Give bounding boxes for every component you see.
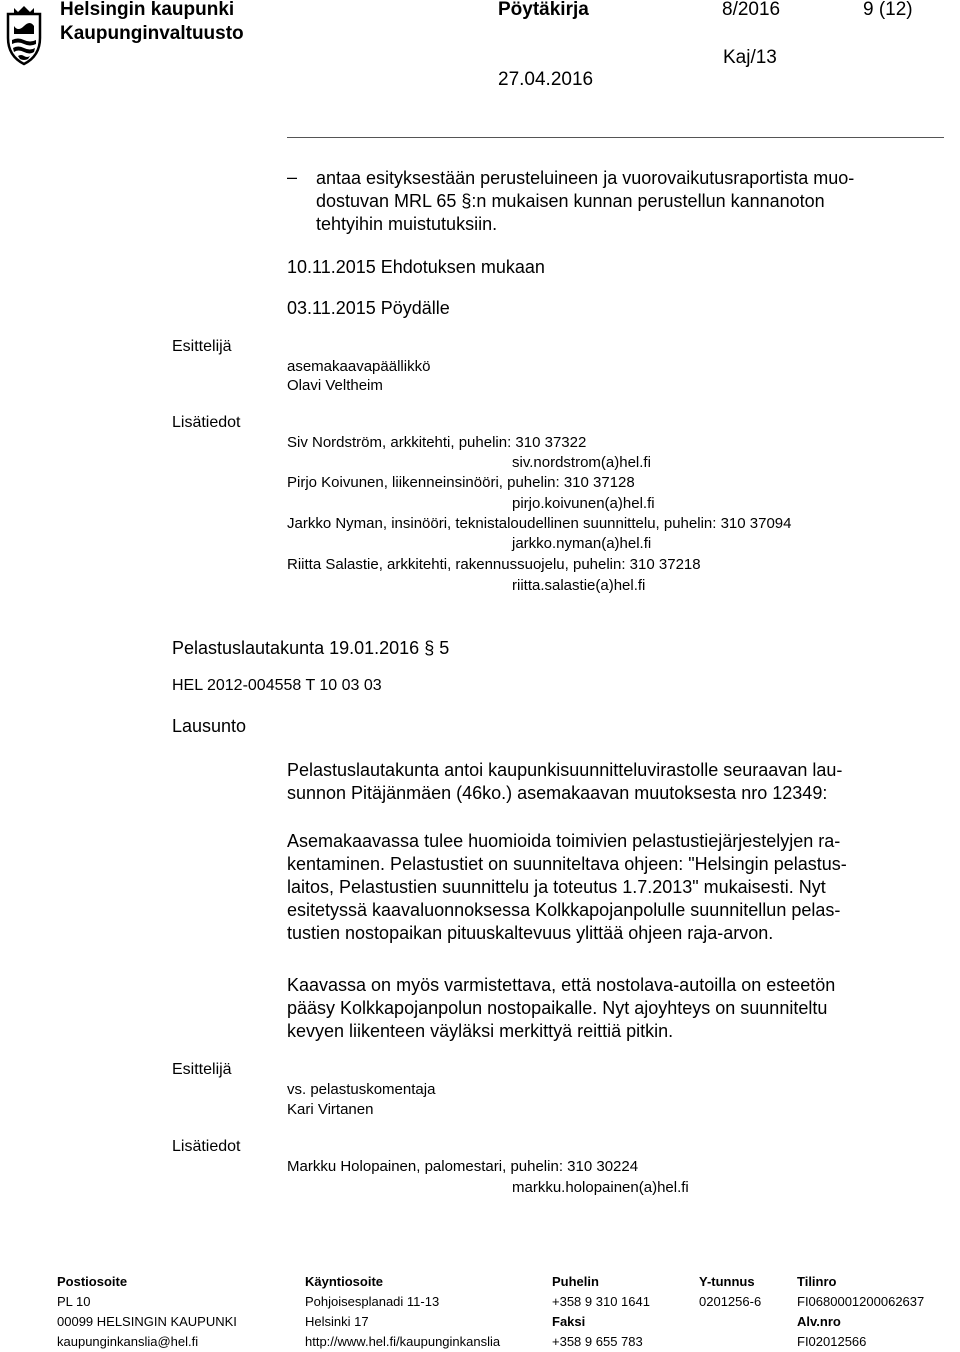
footer-heading: Alv.nro (797, 1314, 841, 1329)
footer-url: http://www.hel.fi/kaupunginkanslia (305, 1334, 501, 1349)
contact-line: Riitta Salastie, arkkitehti, rakennussuojelu, puhelin: 310 37218 (287, 556, 701, 573)
contact-email: riitta.salastie(a)hel.fi (512, 577, 646, 594)
helsinki-coat-of-arms-logo (4, 4, 44, 66)
footer-heading: Postiosoite (57, 1274, 128, 1289)
paragraph-line: tustien nostopaikan pituuskaltevuus ylittää ohjeen raja-arvon. (287, 923, 774, 943)
presenter-name: Kari Virtanen (287, 1101, 374, 1118)
footer-value: Helsinki 17 (305, 1314, 369, 1329)
paragraph-line: sunnon Pitäjänmäen (46ko.) asemakaavan muutoksesta nro 12349: (287, 783, 828, 803)
intro-dash: – (287, 167, 298, 187)
history-entry: 03.11.2015 Pöydälle (287, 298, 450, 318)
section-title: Pelastuslautakunta 19.01.2016 § 5 (172, 638, 450, 658)
footer-heading: Faksi (552, 1314, 586, 1329)
paragraph-line: pääsy Kolkkapojanpolun nostopaikalle. Nyt ajoyhteys on suunniteltu (287, 998, 828, 1018)
paragraph-line: kevyen liikenteen väyläksi merkittyä reittiä pitkin. (287, 1021, 674, 1041)
history-entry: 10.11.2015 Ehdotuksen mukaan (287, 257, 545, 277)
contact-line: Jarkko Nyman, insinööri, teknistaloudellinen suunnittelu, puhelin: 310 37094 (287, 515, 792, 532)
intro-line: antaa esityksestään perusteluineen ja vuorovaikutusraportista muo- (316, 168, 855, 188)
footer-visit (305, 1272, 500, 1352)
contact-email: pirjo.koivunen(a)hel.fi (512, 495, 655, 512)
info-label: Lisätiedot (172, 414, 241, 431)
footer-value: 00099 HELSINGIN KAUPUNKI (57, 1314, 237, 1329)
footer-value: PL 10 (57, 1294, 91, 1309)
footer-ytunnus (699, 1272, 761, 1312)
paragraph-line: esitetyssä kaavaluonnoksessa Kolkkapojanpolulle suunnitellun pelas- (287, 900, 841, 920)
contact-email: jarkko.nyman(a)hel.fi (512, 535, 652, 552)
reference-number: HEL 2012-004558 T 10 03 03 (172, 677, 382, 694)
meeting-date: 27.04.2016 (498, 69, 594, 90)
contact-line: Pirjo Koivunen, liikenneinsinööri, puhelin: 310 37128 (287, 474, 635, 491)
paragraph-line: Asemakaavassa tulee huomioida toimivien pelastustiejärjestelyjen ra- (287, 831, 841, 851)
paragraph-line: kentaminen. Pelastustiet on suunniteltava ohjeen: "Helsingin pelastus- (287, 854, 847, 874)
statement-paragraph (287, 974, 835, 1043)
statement-paragraph (287, 830, 847, 945)
intro-line: dostuvan MRL 65 §:n mukaisen kunnan perustellun kannanoton (316, 191, 825, 211)
info-label: Lisätiedot (172, 1138, 241, 1155)
presenter-name: Olavi Veltheim (287, 377, 383, 394)
document-number: 8/2016 (722, 0, 781, 20)
footer-heading: Käyntiosoite (305, 1274, 384, 1289)
footer-phone (552, 1272, 650, 1352)
footer-heading: Puhelin (552, 1274, 599, 1289)
document-type: Pöytäkirja (498, 0, 589, 20)
footer-postal (57, 1272, 237, 1352)
item-code: Kaj/13 (723, 47, 777, 68)
footer-email: kaupunginkanslia@hel.fi (57, 1334, 199, 1349)
intro-text (316, 167, 854, 236)
council-name: Kaupunginvaltuusto (60, 23, 244, 44)
footer-value: 0201256-6 (699, 1294, 762, 1309)
contact-email: siv.nordstrom(a)hel.fi (512, 454, 651, 471)
presenter-label: Esittelijä (172, 1061, 232, 1078)
footer-value: FI0680001200062637 (797, 1294, 925, 1309)
contact-line: Markku Holopainen, palomestari, puhelin: 310 30224 (287, 1158, 639, 1175)
footer-value: +358 9 310 1641 (552, 1294, 650, 1309)
paragraph-line: laitos, Pelastustien suunnittelu ja toteutus 1.7.2013" mukaisesti. Nyt (287, 877, 826, 897)
contact-email: markku.holopainen(a)hel.fi (512, 1179, 689, 1196)
footer-heading: Y-tunnus (699, 1274, 755, 1289)
statement-label: Lausunto (172, 716, 247, 736)
contact-line: Siv Nordström, arkkitehti, puhelin: 310 37322 (287, 434, 587, 451)
header-divider (287, 137, 944, 138)
paragraph-line: Kaavassa on myös varmistettava, että nostolava-autoilla on esteetön (287, 975, 836, 995)
intro-line: tehtyihin muistutuksiin. (316, 214, 498, 234)
paragraph-line: Pelastuslautakunta antoi kaupunkisuunnitteluvirastolle seuraavan lau- (287, 760, 843, 780)
presenter-title: asemakaavapäällikkö (287, 358, 431, 375)
presenter-label: Esittelijä (172, 338, 232, 355)
footer-account (797, 1272, 924, 1352)
page-number: 9 (12) (863, 0, 913, 20)
footer-value: Pohjoisesplanadi 11-13 (305, 1294, 440, 1309)
footer-value: FI02012566 (797, 1334, 867, 1349)
footer-heading: Tilinro (797, 1274, 837, 1289)
statement-paragraph (287, 759, 842, 805)
footer-value: +358 9 655 783 (552, 1334, 643, 1349)
presenter-title: vs. pelastuskomentaja (287, 1081, 436, 1098)
city-name: Helsingin kaupunki (60, 0, 235, 20)
